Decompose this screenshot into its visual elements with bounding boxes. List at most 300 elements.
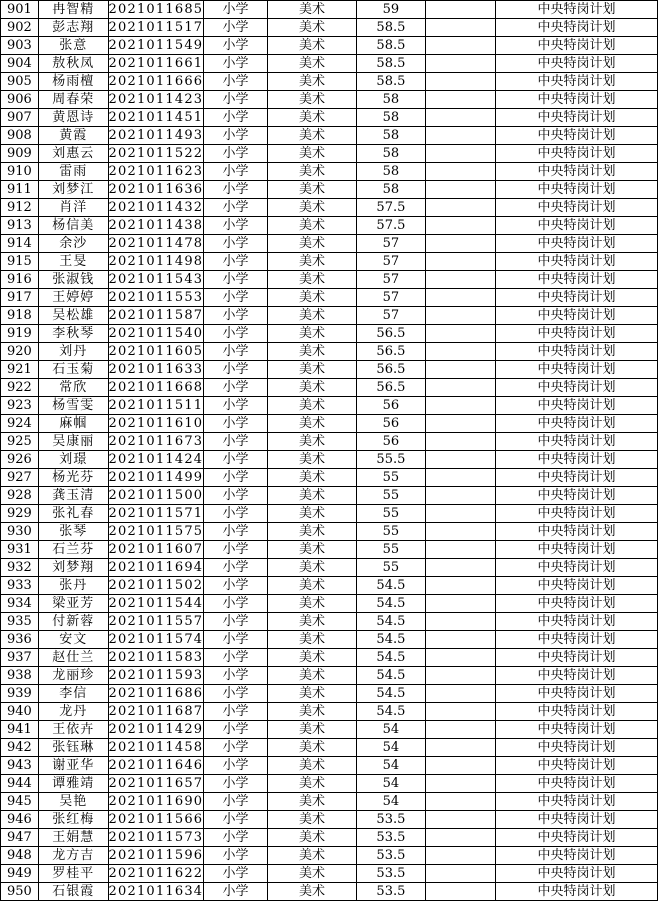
exam-id-cell: 2021011517 xyxy=(108,20,204,35)
blank-cell xyxy=(425,667,495,685)
program-cell: 中央特岗计划 xyxy=(495,451,657,469)
table-row xyxy=(1,397,658,415)
exam-id-cell: 2021011458 xyxy=(108,740,204,755)
name-cell: 刘梦江 xyxy=(38,181,108,199)
program-cell: 中央特岗计划 xyxy=(495,271,657,289)
exam-id-cell: 2021011566 xyxy=(108,812,204,827)
seq-cell: 948 xyxy=(1,847,39,865)
subject-cell: 美术 xyxy=(267,217,356,235)
subject-cell: 美术 xyxy=(267,199,356,217)
exam-id-cell: 2021011544 xyxy=(108,596,204,611)
exam-id-cell: 2021011587 xyxy=(108,308,204,323)
table-row xyxy=(1,757,658,775)
score-cell: 57 xyxy=(357,271,426,289)
score-cell: 54.5 xyxy=(357,595,426,613)
table-row xyxy=(1,19,658,37)
table-row xyxy=(1,145,658,163)
program-cell: 中央特岗计划 xyxy=(495,667,657,685)
name-cell: 龙方吉 xyxy=(38,847,108,865)
name-cell: 刘惠云 xyxy=(38,145,108,163)
blank-cell xyxy=(425,433,495,451)
blank-cell xyxy=(425,757,495,775)
score-cell: 57.5 xyxy=(357,199,426,217)
name-cell: 梁亚芳 xyxy=(38,595,108,613)
program-cell: 中央特岗计划 xyxy=(495,811,657,829)
program-cell: 中央特岗计划 xyxy=(495,235,657,253)
exam-id-cell: 2021011657 xyxy=(108,776,204,791)
subject-cell: 美术 xyxy=(267,397,356,415)
subject-cell: 美术 xyxy=(267,379,356,397)
table-row xyxy=(1,37,658,55)
program-cell: 中央特岗计划 xyxy=(495,343,657,361)
level-cell: 小学 xyxy=(204,217,268,235)
level-cell: 小学 xyxy=(204,829,268,847)
level-cell: 小学 xyxy=(204,487,268,505)
blank-cell xyxy=(425,829,495,847)
table-row xyxy=(1,739,658,757)
score-cell: 55 xyxy=(357,541,426,559)
table-row xyxy=(1,649,658,667)
program-cell: 中央特岗计划 xyxy=(495,289,657,307)
exam-id-cell: 2021011673 xyxy=(108,434,204,449)
subject-cell: 美术 xyxy=(267,811,356,829)
table-row xyxy=(1,325,658,343)
name-cell: 王婷婷 xyxy=(38,289,108,307)
subject-cell: 美术 xyxy=(267,109,356,127)
exam-id-cell: 2021011633 xyxy=(108,362,204,377)
blank-cell xyxy=(425,793,495,811)
exam-id-cell: 2021011661 xyxy=(108,56,204,71)
blank-cell xyxy=(425,487,495,505)
seq-cell: 936 xyxy=(1,631,39,649)
blank-cell xyxy=(425,775,495,793)
table-row xyxy=(1,595,658,613)
name-cell: 彭志翔 xyxy=(38,19,108,37)
table-row xyxy=(1,109,658,127)
score-cell: 58.5 xyxy=(357,73,426,91)
exam-id-cell: 2021011451 xyxy=(108,110,204,125)
blank-cell xyxy=(425,505,495,523)
subject-cell: 美术 xyxy=(267,343,356,361)
name-cell: 张丹 xyxy=(38,577,108,595)
blank-cell xyxy=(425,271,495,289)
exam-id-cell: 2021011499 xyxy=(108,470,204,485)
exam-id-cell: 2021011593 xyxy=(108,668,204,683)
program-cell: 中央特岗计划 xyxy=(495,37,657,55)
seq-cell: 926 xyxy=(1,451,39,469)
seq-cell: 937 xyxy=(1,649,39,667)
seq-cell: 920 xyxy=(1,343,39,361)
seq-cell: 915 xyxy=(1,253,39,271)
name-cell: 张红梅 xyxy=(38,811,108,829)
seq-cell: 909 xyxy=(1,145,39,163)
subject-cell: 美术 xyxy=(267,271,356,289)
exam-id-cell: 2021011666 xyxy=(108,74,204,89)
exam-id-cell: 2021011574 xyxy=(108,632,204,647)
program-cell: 中央特岗计划 xyxy=(495,865,657,883)
exam-id-cell: 2021011540 xyxy=(108,326,204,341)
blank-cell xyxy=(425,865,495,883)
exam-id-cell: 2021011668 xyxy=(108,380,204,395)
table-row xyxy=(1,343,658,361)
name-cell: 李秋琴 xyxy=(38,325,108,343)
exam-id-cell: 2021011493 xyxy=(108,128,204,143)
name-cell: 肖洋 xyxy=(38,199,108,217)
level-cell: 小学 xyxy=(204,235,268,253)
subject-cell: 美术 xyxy=(267,541,356,559)
subject-cell: 美术 xyxy=(267,865,356,883)
program-cell: 中央特岗计划 xyxy=(495,91,657,109)
level-cell: 小学 xyxy=(204,415,268,433)
name-cell: 王依卉 xyxy=(38,721,108,739)
seq-cell: 929 xyxy=(1,505,39,523)
level-cell: 小学 xyxy=(204,523,268,541)
seq-cell: 941 xyxy=(1,721,39,739)
table-row xyxy=(1,613,658,631)
level-cell: 小学 xyxy=(204,91,268,109)
score-cell: 56.5 xyxy=(357,361,426,379)
seq-cell: 950 xyxy=(1,883,39,901)
score-cell: 58 xyxy=(357,91,426,109)
blank-cell xyxy=(425,397,495,415)
exam-id-cell: 2021011423 xyxy=(108,92,204,107)
score-cell: 58 xyxy=(357,181,426,199)
table-row xyxy=(1,1,658,19)
subject-cell: 美术 xyxy=(267,325,356,343)
name-cell: 常欣 xyxy=(38,379,108,397)
seq-cell: 930 xyxy=(1,523,39,541)
exam-id-cell: 2021011583 xyxy=(108,650,204,665)
name-cell: 王娟慧 xyxy=(38,829,108,847)
name-cell: 龚玉清 xyxy=(38,487,108,505)
level-cell: 小学 xyxy=(204,631,268,649)
level-cell: 小学 xyxy=(204,1,268,19)
blank-cell xyxy=(425,451,495,469)
score-cell: 56.5 xyxy=(357,343,426,361)
exam-id-cell: 2021011575 xyxy=(108,524,204,539)
level-cell: 小学 xyxy=(204,613,268,631)
subject-cell: 美术 xyxy=(267,145,356,163)
blank-cell xyxy=(425,37,495,55)
score-cell: 54.5 xyxy=(357,631,426,649)
name-cell: 黄恩诗 xyxy=(38,109,108,127)
subject-cell: 美术 xyxy=(267,775,356,793)
subject-cell: 美术 xyxy=(267,829,356,847)
blank-cell xyxy=(425,289,495,307)
table-row xyxy=(1,415,658,433)
subject-cell: 美术 xyxy=(267,1,356,19)
level-cell: 小学 xyxy=(204,595,268,613)
exam-id-cell: 2021011502 xyxy=(108,578,204,593)
level-cell: 小学 xyxy=(204,271,268,289)
level-cell: 小学 xyxy=(204,721,268,739)
level-cell: 小学 xyxy=(204,793,268,811)
subject-cell: 美术 xyxy=(267,55,356,73)
name-cell: 敖秋凤 xyxy=(38,55,108,73)
program-cell: 中央特岗计划 xyxy=(495,217,657,235)
table-row xyxy=(1,811,658,829)
subject-cell: 美术 xyxy=(267,757,356,775)
table-row xyxy=(1,361,658,379)
score-cell: 57 xyxy=(357,253,426,271)
exam-id-cell: 2021011478 xyxy=(108,236,204,251)
score-cell: 53.5 xyxy=(357,865,426,883)
exam-id-cell: 2021011511 xyxy=(108,398,204,413)
level-cell: 小学 xyxy=(204,73,268,91)
level-cell: 小学 xyxy=(204,649,268,667)
seq-cell: 905 xyxy=(1,73,39,91)
blank-cell xyxy=(425,253,495,271)
exam-id-cell: 2021011687 xyxy=(108,704,204,719)
exam-id-cell: 2021011573 xyxy=(108,830,204,845)
level-cell: 小学 xyxy=(204,361,268,379)
level-cell: 小学 xyxy=(204,469,268,487)
table-row xyxy=(1,577,658,595)
subject-cell: 美术 xyxy=(267,181,356,199)
program-cell: 中央特岗计划 xyxy=(495,109,657,127)
subject-cell: 美术 xyxy=(267,667,356,685)
score-cell: 56.5 xyxy=(357,379,426,397)
score-cell: 54.5 xyxy=(357,577,426,595)
exam-id-cell: 2021011543 xyxy=(108,272,204,287)
subject-cell: 美术 xyxy=(267,73,356,91)
level-cell: 小学 xyxy=(204,865,268,883)
level-cell: 小学 xyxy=(204,19,268,37)
score-cell: 54.5 xyxy=(357,685,426,703)
exam-id-cell: 2021011622 xyxy=(108,866,204,881)
name-cell: 张礼春 xyxy=(38,505,108,523)
seq-cell: 947 xyxy=(1,829,39,847)
level-cell: 小学 xyxy=(204,397,268,415)
seq-cell: 949 xyxy=(1,865,39,883)
subject-cell: 美术 xyxy=(267,307,356,325)
blank-cell xyxy=(425,649,495,667)
blank-cell xyxy=(425,739,495,757)
exam-id-cell: 2021011557 xyxy=(108,614,204,629)
seq-cell: 903 xyxy=(1,37,39,55)
score-cell: 59 xyxy=(357,1,426,19)
table-row xyxy=(1,793,658,811)
program-cell: 中央特岗计划 xyxy=(495,793,657,811)
subject-cell: 美术 xyxy=(267,685,356,703)
name-cell: 谭雅靖 xyxy=(38,775,108,793)
table-row xyxy=(1,451,658,469)
subject-cell: 美术 xyxy=(267,253,356,271)
seq-cell: 924 xyxy=(1,415,39,433)
score-cell: 58 xyxy=(357,145,426,163)
table-row xyxy=(1,55,658,73)
seq-cell: 917 xyxy=(1,289,39,307)
score-cell: 55.5 xyxy=(357,451,426,469)
program-cell: 中央特岗计划 xyxy=(495,397,657,415)
subject-cell: 美术 xyxy=(267,163,356,181)
program-cell: 中央特岗计划 xyxy=(495,307,657,325)
score-cell: 54.5 xyxy=(357,703,426,721)
program-cell: 中央特岗计划 xyxy=(495,703,657,721)
level-cell: 小学 xyxy=(204,325,268,343)
table-row xyxy=(1,703,658,721)
level-cell: 小学 xyxy=(204,541,268,559)
subject-cell: 美术 xyxy=(267,469,356,487)
program-cell: 中央特岗计划 xyxy=(495,73,657,91)
seq-cell: 945 xyxy=(1,793,39,811)
seq-cell: 927 xyxy=(1,469,39,487)
blank-cell xyxy=(425,541,495,559)
name-cell: 杨信美 xyxy=(38,217,108,235)
seq-cell: 934 xyxy=(1,595,39,613)
exam-id-cell: 2021011623 xyxy=(108,164,204,179)
score-cell: 55 xyxy=(357,505,426,523)
name-cell: 石玉菊 xyxy=(38,361,108,379)
subject-cell: 美术 xyxy=(267,631,356,649)
level-cell: 小学 xyxy=(204,145,268,163)
name-cell: 冉智精 xyxy=(38,1,108,19)
table-body xyxy=(1,1,658,901)
name-cell: 付新蓉 xyxy=(38,613,108,631)
blank-cell xyxy=(425,577,495,595)
program-cell: 中央特岗计划 xyxy=(495,469,657,487)
program-cell: 中央特岗计划 xyxy=(495,415,657,433)
level-cell: 小学 xyxy=(204,883,268,901)
level-cell: 小学 xyxy=(204,667,268,685)
score-cell: 56.5 xyxy=(357,325,426,343)
subject-cell: 美术 xyxy=(267,505,356,523)
table-row xyxy=(1,289,658,307)
level-cell: 小学 xyxy=(204,55,268,73)
table-row xyxy=(1,307,658,325)
table-row xyxy=(1,865,658,883)
program-cell: 中央特岗计划 xyxy=(495,55,657,73)
subject-cell: 美术 xyxy=(267,595,356,613)
subject-cell: 美术 xyxy=(267,91,356,109)
program-cell: 中央特岗计划 xyxy=(495,739,657,757)
program-cell: 中央特岗计划 xyxy=(495,757,657,775)
subject-cell: 美术 xyxy=(267,19,356,37)
level-cell: 小学 xyxy=(204,289,268,307)
seq-cell: 918 xyxy=(1,307,39,325)
name-cell: 石兰芬 xyxy=(38,541,108,559)
exam-id-cell: 2021011646 xyxy=(108,758,204,773)
blank-cell xyxy=(425,883,495,901)
subject-cell: 美术 xyxy=(267,649,356,667)
name-cell: 谢亚华 xyxy=(38,757,108,775)
score-cell: 58.5 xyxy=(357,55,426,73)
table-row xyxy=(1,271,658,289)
program-cell: 中央特岗计划 xyxy=(495,685,657,703)
program-cell: 中央特岗计划 xyxy=(495,541,657,559)
blank-cell xyxy=(425,613,495,631)
score-cell: 57 xyxy=(357,235,426,253)
exam-id-cell: 2021011498 xyxy=(108,254,204,269)
subject-cell: 美术 xyxy=(267,883,356,901)
exam-id-cell: 2021011553 xyxy=(108,290,204,305)
seq-cell: 931 xyxy=(1,541,39,559)
subject-cell: 美术 xyxy=(267,37,356,55)
score-cell: 58 xyxy=(357,109,426,127)
table-row xyxy=(1,505,658,523)
program-cell: 中央特岗计划 xyxy=(495,829,657,847)
subject-cell: 美术 xyxy=(267,361,356,379)
blank-cell xyxy=(425,847,495,865)
seq-cell: 942 xyxy=(1,739,39,757)
blank-cell xyxy=(425,559,495,577)
name-cell: 刘丹 xyxy=(38,343,108,361)
name-cell: 李信 xyxy=(38,685,108,703)
blank-cell xyxy=(425,163,495,181)
program-cell: 中央特岗计划 xyxy=(495,433,657,451)
exam-id-cell: 2021011596 xyxy=(108,848,204,863)
level-cell: 小学 xyxy=(204,451,268,469)
exam-id-cell: 2021011438 xyxy=(108,218,204,233)
program-cell: 中央特岗计划 xyxy=(495,361,657,379)
seq-cell: 943 xyxy=(1,757,39,775)
level-cell: 小学 xyxy=(204,559,268,577)
exam-id-cell: 2021011522 xyxy=(108,146,204,161)
seq-cell: 940 xyxy=(1,703,39,721)
score-cell: 54 xyxy=(357,757,426,775)
exam-id-cell: 2021011605 xyxy=(108,344,204,359)
score-cell: 55 xyxy=(357,469,426,487)
subject-cell: 美术 xyxy=(267,127,356,145)
score-cell: 54.5 xyxy=(357,613,426,631)
table-row xyxy=(1,667,658,685)
seq-cell: 944 xyxy=(1,775,39,793)
name-cell: 龙丽珍 xyxy=(38,667,108,685)
blank-cell xyxy=(425,235,495,253)
exam-id-cell: 2021011694 xyxy=(108,560,204,575)
table-row xyxy=(1,847,658,865)
program-cell: 中央特岗计划 xyxy=(495,199,657,217)
blank-cell xyxy=(425,685,495,703)
blank-cell xyxy=(425,703,495,721)
program-cell: 中央特岗计划 xyxy=(495,523,657,541)
seq-cell: 904 xyxy=(1,55,39,73)
level-cell: 小学 xyxy=(204,685,268,703)
name-cell: 王旻 xyxy=(38,253,108,271)
seq-cell: 908 xyxy=(1,127,39,145)
blank-cell xyxy=(425,1,495,19)
level-cell: 小学 xyxy=(204,307,268,325)
level-cell: 小学 xyxy=(204,127,268,145)
level-cell: 小学 xyxy=(204,163,268,181)
score-cell: 55 xyxy=(357,523,426,541)
seq-cell: 928 xyxy=(1,487,39,505)
subject-cell: 美术 xyxy=(267,433,356,451)
exam-id-cell: 2021011571 xyxy=(108,506,204,521)
level-cell: 小学 xyxy=(204,757,268,775)
subject-cell: 美术 xyxy=(267,523,356,541)
seq-cell: 901 xyxy=(1,1,39,19)
exam-id-cell: 2021011549 xyxy=(108,38,204,53)
seq-cell: 939 xyxy=(1,685,39,703)
blank-cell xyxy=(425,379,495,397)
exam-id-cell: 2021011429 xyxy=(108,722,204,737)
exam-id-cell: 2021011607 xyxy=(108,542,204,557)
level-cell: 小学 xyxy=(204,109,268,127)
score-cell: 53.5 xyxy=(357,883,426,901)
score-cell: 54.5 xyxy=(357,667,426,685)
seq-cell: 921 xyxy=(1,361,39,379)
name-cell: 石银霞 xyxy=(38,883,108,901)
name-cell: 麻帼 xyxy=(38,415,108,433)
score-cell: 53.5 xyxy=(357,811,426,829)
program-cell: 中央特岗计划 xyxy=(495,127,657,145)
score-cell: 54 xyxy=(357,775,426,793)
program-cell: 中央特岗计划 xyxy=(495,847,657,865)
exam-id-cell: 2021011432 xyxy=(108,200,204,215)
score-cell: 56 xyxy=(357,397,426,415)
subject-cell: 美术 xyxy=(267,235,356,253)
